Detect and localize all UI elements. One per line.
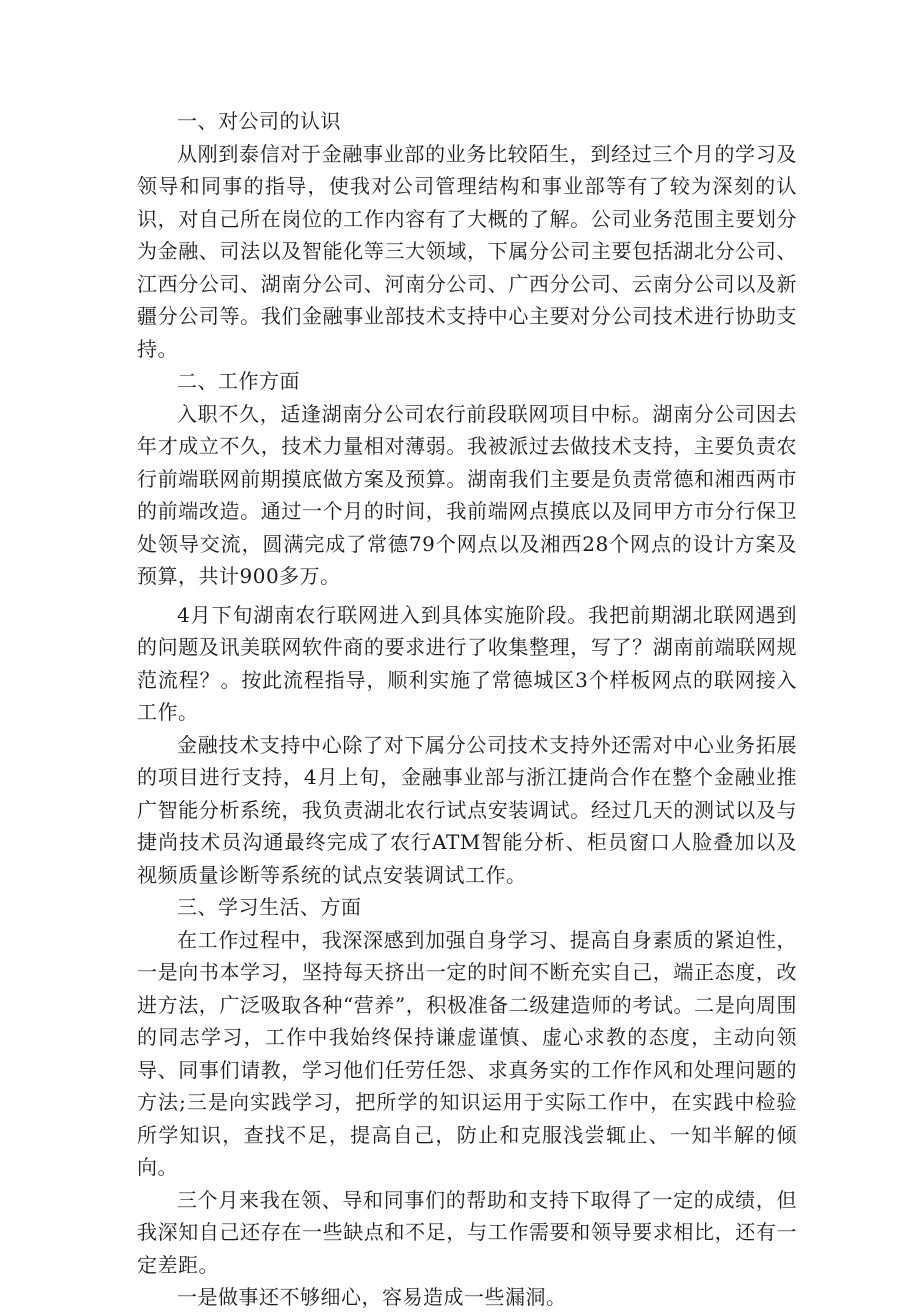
paragraph-april-implementation: 4月下旬湖南农行联网进入到具体实施阶段。我把前期湖北联网遇到的问题及讯美联网软件商的要求进行了收集整理，写了？湖南前端联网规范流程？。按此流程指导，顺利实施了常德城区3个样板网点的联网接入工作。 (137, 602, 797, 724)
document-body (137, 105, 797, 1314)
paragraph-tech-support: 金融技术支持中心除了对下属分公司技术支持外还需对中心业务拓展的项目进行支持，4月上旬，金融事业部与浙江捷尚合作在整个金融业推广智能分析系统，我负责湖北农行试点安装调试。经过几天的测试以及与捷尚技术员沟通最终完成了农行ATM智能分析、柜员窗口人脸叠加以及视频质量诊断等系统的试点安装调试工作。 (137, 732, 797, 887)
section-heading-work: 二、工作方面 (177, 369, 300, 393)
section-heading-study: 三、学习生活、方面 (177, 895, 362, 919)
paragraph-achievements: 三个月来我在领、导和同事们的帮助和支持下取得了一定的成绩，但我深知自己还存在一些缺点和不足，与工作需要和领导要求相比，还有一定差距。 (137, 1187, 797, 1277)
paragraph-hunan-project: 入职不久，适逢湖南分公司农行前段联网项目中标。湖南分公司因去年才成立不久，技术力量相对薄弱。我被派过去做技术支持，主要负责农行前端联网前期摸底做方案及预算。湖南我们主要是负责常德和湘西两市的前端改造。通过一个月的时间，我前端网点摸底以及同甲方市分行保卫处领导交流，圆满完成了常德79个网点以及湘西28个网点的设计方案及预算，共计900多万。 (137, 401, 797, 588)
paragraph-study-approach: 在工作过程中，我深深感到加强自身学习、提高自身素质的紧迫性，一是向书本学习，坚持每天挤出一定的时间不断充实自己，端正态度，改进方法，广泛吸取各种“营养”，积极准备二级建造师的考试。二是向周围的同志学习，工作中我始终保持谦虚谨慎、虚心求教的态度，主动向领导、同事们请教，学习他们任劳任怨、求真务实的工作作风和处理问题的方法;三是向实践学习，把所学的知识运用于实际工作中，在实践中检验所学知识，查找不足，提高自己，防止和克服浅尝辄止、一知半解的倾向。 (137, 927, 797, 1179)
section-heading-company: 一、对公司的认识 (177, 109, 341, 133)
paragraph-company-overview: 从刚到泰信对于金融事业部的业务比较陌生，到经过三个月的学习及领导和同事的指导，使我对公司管理结构和事业部等有了较为深刻的认识，对自己所在岗位的工作内容有了大概的了解。公司业务范围主要划分为金融、司法以及智能化等三大领域，下属分公司主要包括湖北分公司、江西分公司、湖南分公司、河南分公司、广西分公司、云南分公司以及新疆分公司等。我们金融事业部技术支持中心主要对分公司技术进行协助支持。 (137, 141, 797, 361)
paragraph-shortcoming-one: 一是做事还不够细心，容易造成一些漏洞。 (177, 1285, 567, 1309)
